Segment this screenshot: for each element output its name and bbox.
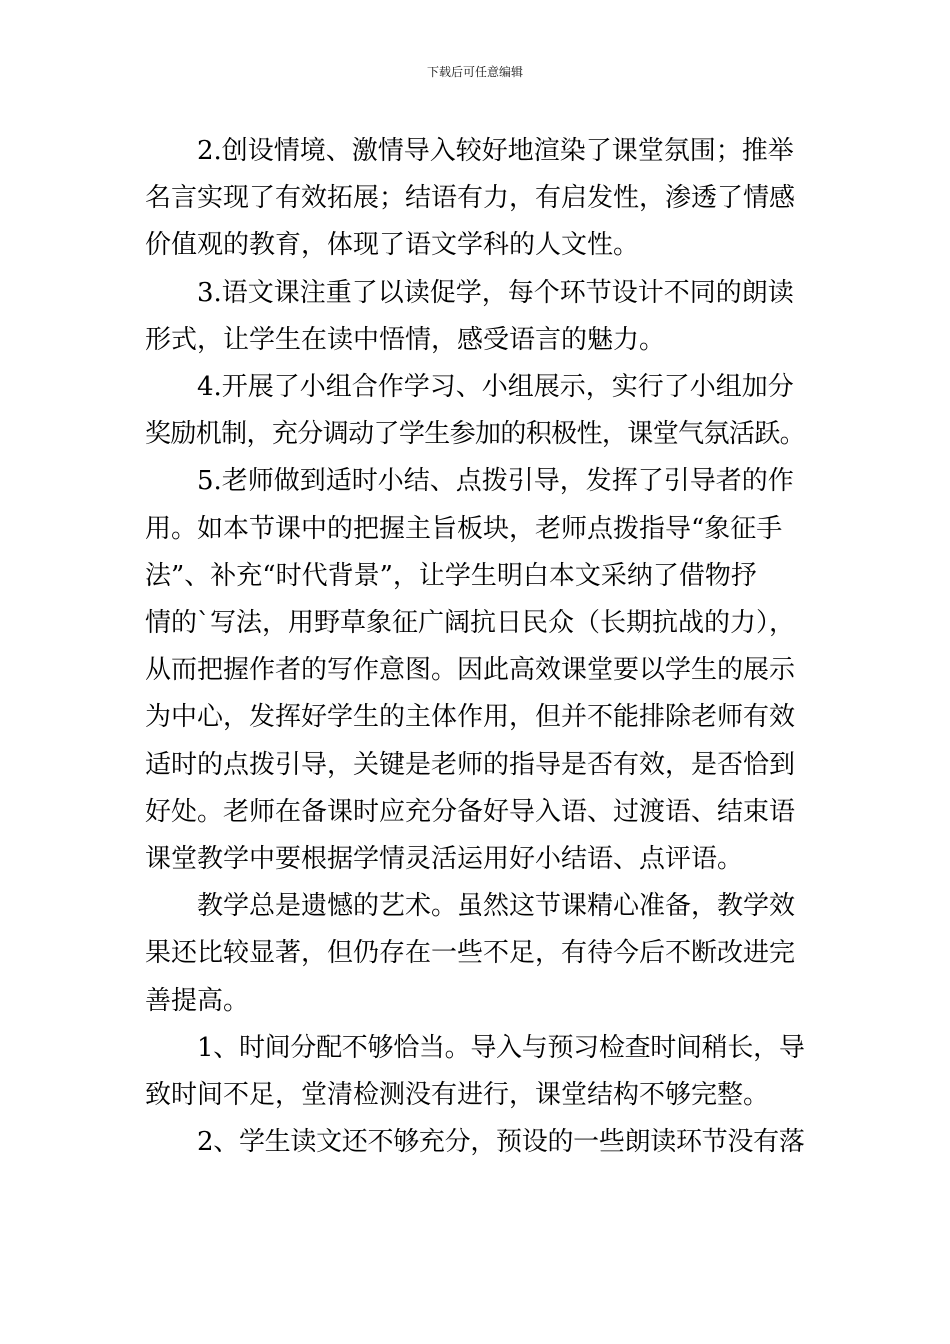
text-line: 善提高。 xyxy=(145,985,250,1016)
text-line: 课堂教学中要根据学情灵活运用好小结语、点评语。 xyxy=(145,844,744,875)
text-line: 从而把握作者的写作意图。因此高效课堂要以学生的展示 xyxy=(145,655,796,686)
page-header: 下载后可任意编辑 xyxy=(426,65,523,79)
text-line: 奖励机制，充分调动了学生参加的积极性，课堂气氛活跃。 xyxy=(145,419,806,450)
text-line: 情的`写法，用野草象征广阔抗日民众（长期抗战的力）， xyxy=(145,608,796,639)
text-line: 5.老师做到适时小结、点拨引导，发挥了引导者的作 xyxy=(197,466,794,497)
text-line: 形式，让学生在读中悟情，感受语言的魅力。 xyxy=(145,324,666,355)
text-line: 法”、补充“时代背景”，让学生明白本文采纳了借物抒 xyxy=(145,560,757,591)
text-line: 为中心，发挥好学生的主体作用，但并不能排除老师有效 xyxy=(145,702,796,733)
document-body xyxy=(145,128,805,1166)
text-line: 致时间不足，堂清检测没有进行，课堂结构不够完整。 xyxy=(145,1080,770,1111)
text-line: 果还比较显著，但仍存在一些不足，有待今后不断改进完 xyxy=(145,938,796,969)
text-line: 价值观的教育，体现了语文学科的人文性。 xyxy=(145,230,640,261)
text-line: 适时的点拨引导，关键是老师的指导是否有效，是否恰到 xyxy=(145,749,796,780)
text-line: 4.开展了小组合作学习、小组展示，实行了小组加分 xyxy=(197,372,794,403)
text-line: 1、时间分配不够恰当。导入与预习检查时间稍长，导 xyxy=(197,1032,805,1063)
text-line: 2.创设情境、激情导入较好地渲染了课堂氛围；推举 xyxy=(197,136,794,166)
text-line: 教学总是遗憾的艺术。虽然这节课精心准备，教学效 xyxy=(197,891,796,922)
text-line: 用。如本节课中的把握主旨板块，老师点拨指导“象征手 xyxy=(145,513,783,544)
text-line: 3.语文课注重了以读促学，每个环节设计不同的朗读 xyxy=(197,277,794,308)
text-line: 好处。老师在备课时应充分备好导入语、过渡语、结束语 xyxy=(145,796,796,827)
text-line: 名言实现了有效拓展；结语有力，有启发性，渗透了情感 xyxy=(145,183,796,214)
text-line: 2、学生读文还不够充分，预设的一些朗读环节没有落 xyxy=(197,1127,805,1158)
